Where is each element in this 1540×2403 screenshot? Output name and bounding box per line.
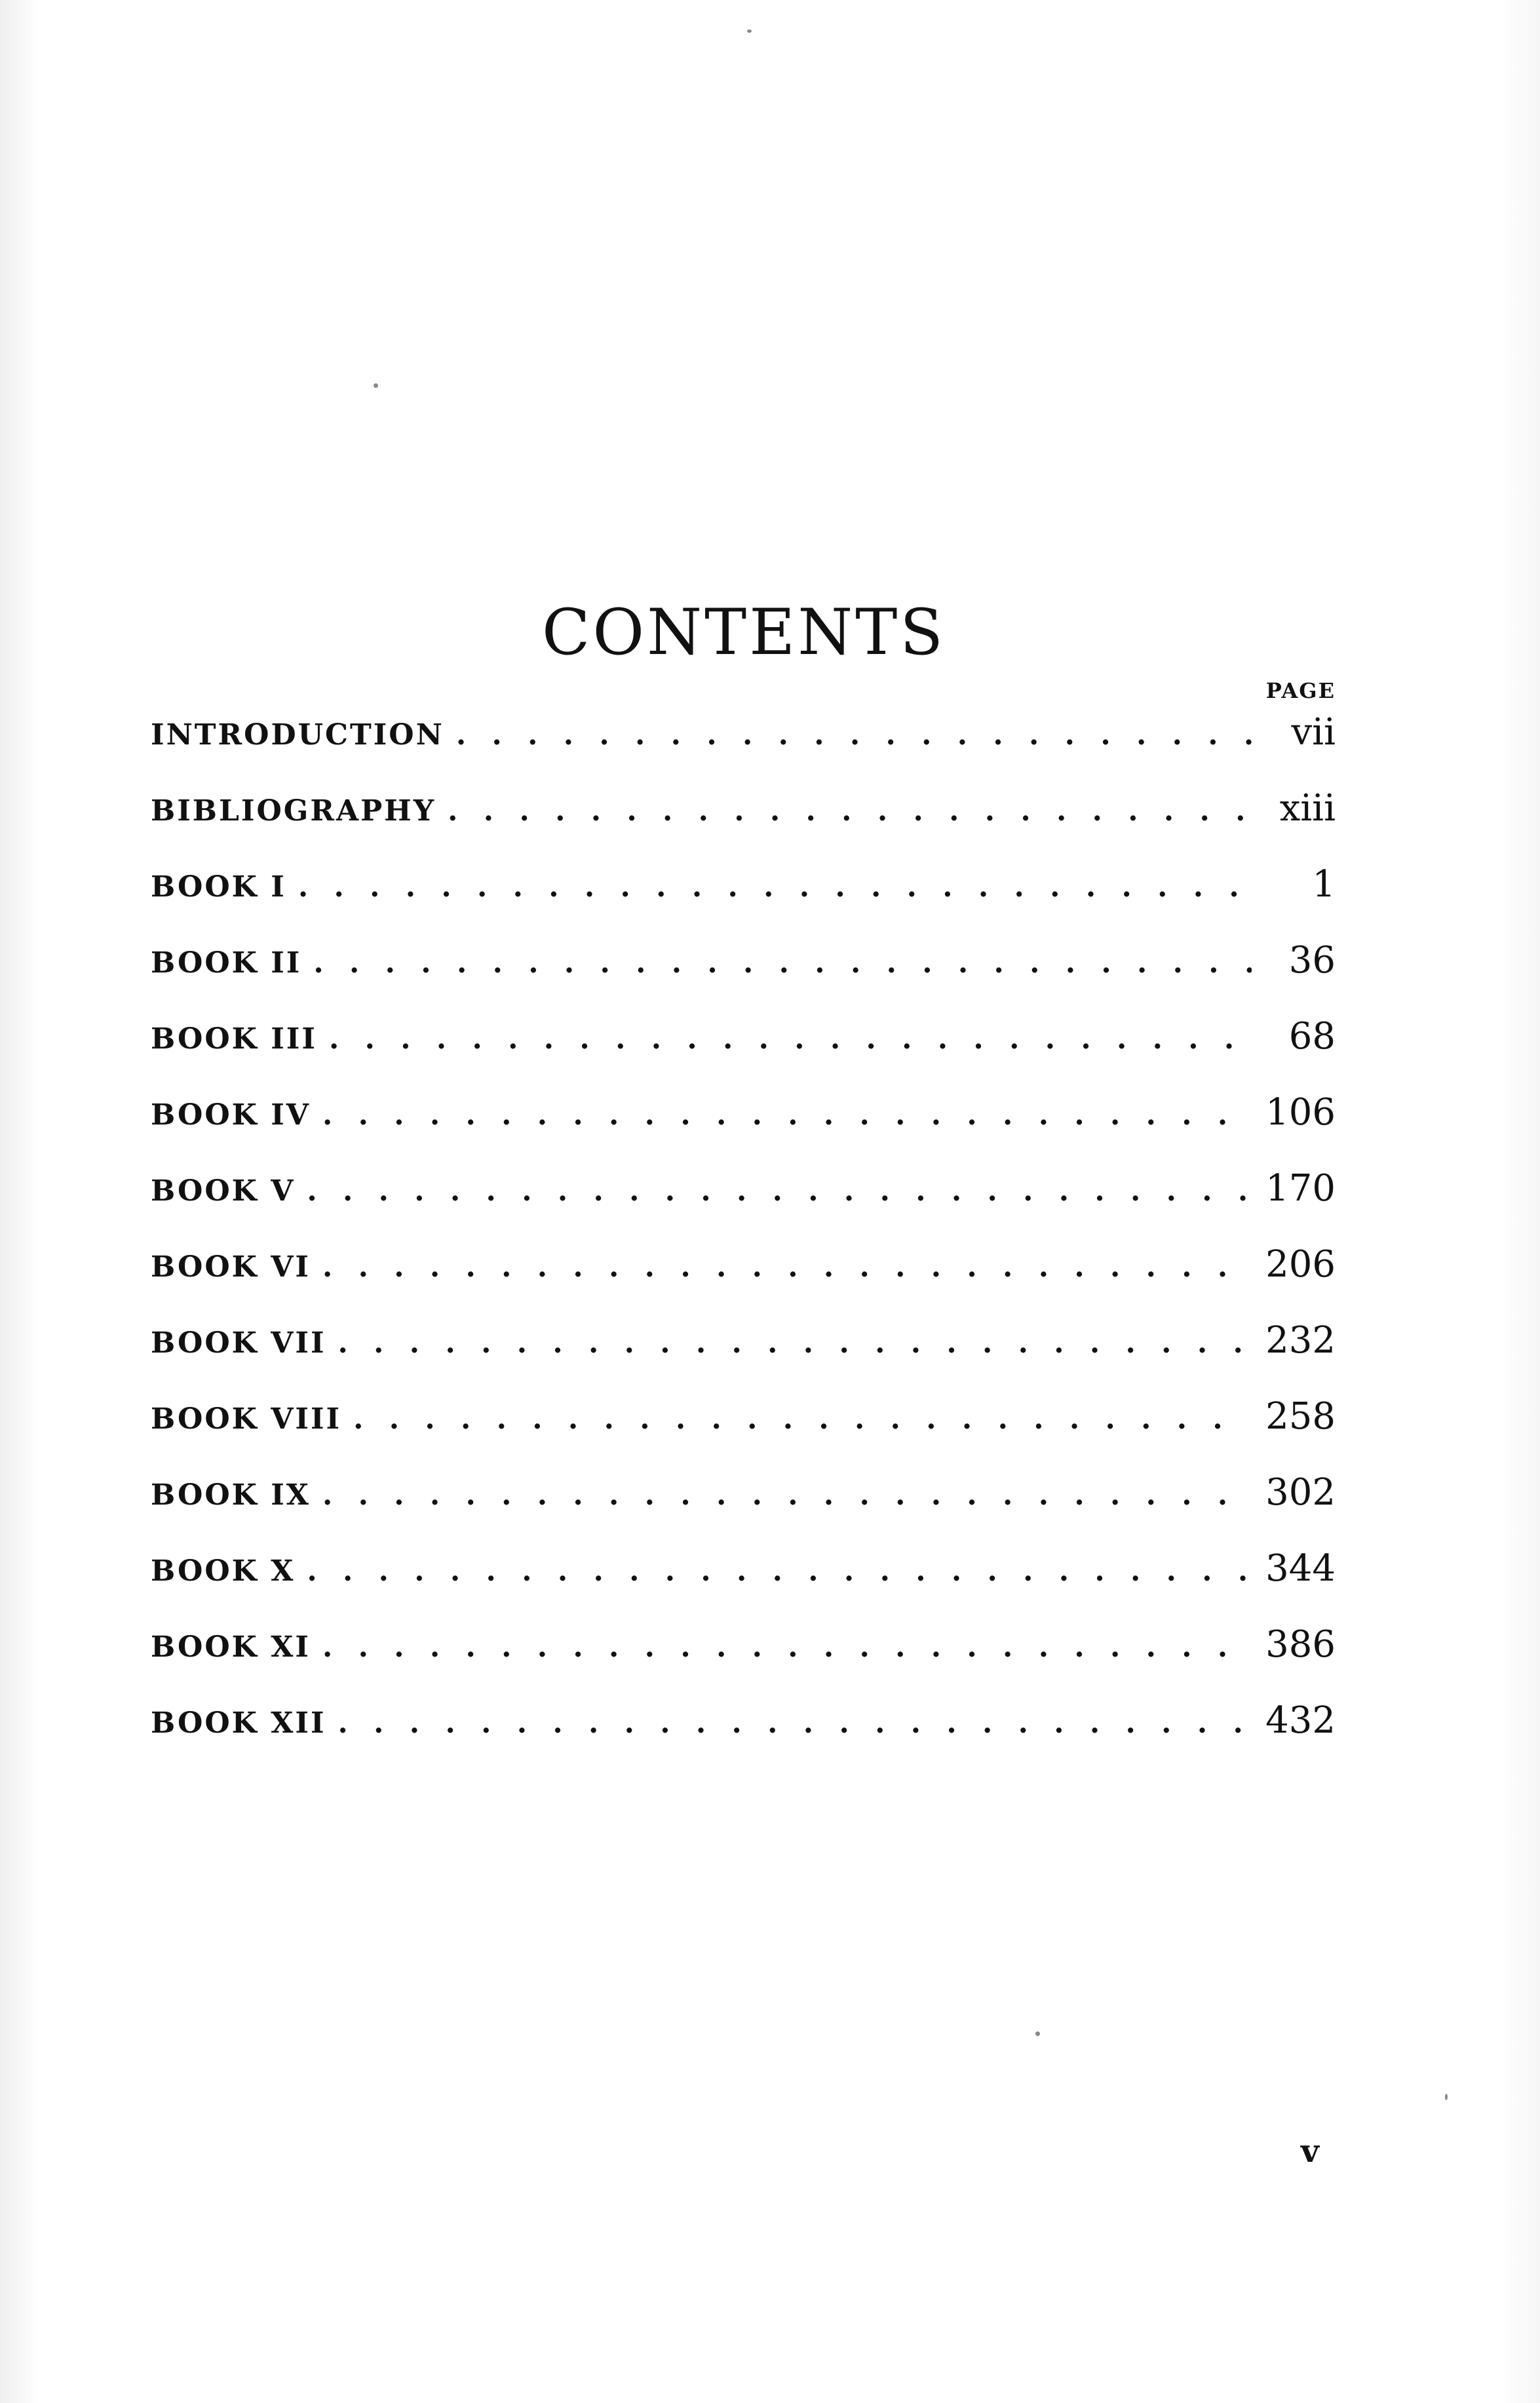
toc-entry-label: INTRODUCTION (151, 718, 444, 752)
page-number: v (1301, 2133, 1319, 2170)
print-speck (374, 383, 378, 388)
dot-leader (322, 1250, 1247, 1284)
toc-entry-page: 386 (1265, 1623, 1336, 1666)
dot-leader (448, 794, 1252, 828)
toc-entry-page: 258 (1265, 1395, 1336, 1438)
toc-entry[interactable] (151, 1699, 1336, 1775)
dot-leader (307, 1554, 1247, 1588)
toc-entry-label: BOOK IV (151, 1098, 311, 1132)
toc-entry[interactable] (151, 939, 1336, 1015)
toc-entry[interactable] (151, 1547, 1336, 1623)
toc-entry[interactable] (151, 1243, 1336, 1319)
toc-entry-label: BIBLIOGRAPHY (151, 794, 436, 828)
toc-entry-page: 1 (1312, 863, 1336, 906)
dot-leader (313, 946, 1252, 980)
dot-leader (329, 1022, 1252, 1056)
dot-leader (322, 1630, 1247, 1664)
dot-leader (322, 1478, 1247, 1512)
toc-entry-label: BOOK IX (151, 1478, 311, 1512)
dot-leader (307, 1174, 1247, 1208)
toc-entry-label: BOOK VI (151, 1250, 311, 1284)
dot-leader (298, 870, 1252, 904)
toc-entry[interactable] (151, 711, 1336, 787)
dot-leader (353, 1402, 1247, 1436)
toc-entry[interactable] (151, 1015, 1336, 1091)
toc-entry-label: BOOK X (151, 1554, 296, 1588)
toc-entry-page: 232 (1265, 1319, 1336, 1362)
toc-entry-page: 432 (1265, 1699, 1336, 1742)
toc-entry[interactable] (151, 1167, 1336, 1243)
toc-entry[interactable] (151, 863, 1336, 939)
toc-entry-label: BOOK VIII (151, 1402, 342, 1436)
toc-entry-label: BOOK V (151, 1174, 296, 1208)
page-title: CONTENTS (541, 596, 946, 670)
toc-entry-label: BOOK VII (151, 1326, 326, 1360)
toc-entry-page: xiii (1279, 787, 1336, 830)
print-speck (1035, 2031, 1040, 2036)
toc-entry-page: vii (1291, 711, 1336, 754)
page-column-header: PAGE (1265, 678, 1336, 703)
toc-entry[interactable] (151, 787, 1336, 863)
toc-entry-page: 302 (1265, 1471, 1336, 1514)
toc-entry[interactable] (151, 1471, 1336, 1547)
toc-entry[interactable] (151, 1091, 1336, 1167)
toc-entry-label: BOOK I (151, 870, 286, 904)
toc-entry-label: BOOK XI (151, 1630, 311, 1664)
dot-leader (338, 1326, 1248, 1360)
print-speck (1445, 2094, 1448, 2100)
toc-entry-page: 344 (1265, 1547, 1336, 1590)
toc-entry[interactable] (151, 1623, 1336, 1699)
toc-entry-page: 68 (1288, 1015, 1336, 1058)
toc-entry[interactable] (151, 1395, 1336, 1471)
table-of-contents (151, 711, 1336, 1775)
dot-leader (456, 718, 1252, 752)
toc-entry-page: 36 (1288, 939, 1336, 982)
toc-entry-page: 106 (1265, 1091, 1336, 1134)
toc-entry-page: 206 (1265, 1243, 1336, 1286)
print-speck (747, 29, 752, 33)
dot-leader (322, 1098, 1247, 1132)
toc-entry-page: 170 (1265, 1167, 1336, 1210)
toc-entry[interactable] (151, 1319, 1336, 1395)
toc-entry-label: BOOK XII (151, 1706, 326, 1740)
dot-leader (338, 1706, 1248, 1740)
toc-entry-label: BOOK III (151, 1022, 317, 1056)
toc-entry-label: BOOK II (151, 946, 302, 980)
